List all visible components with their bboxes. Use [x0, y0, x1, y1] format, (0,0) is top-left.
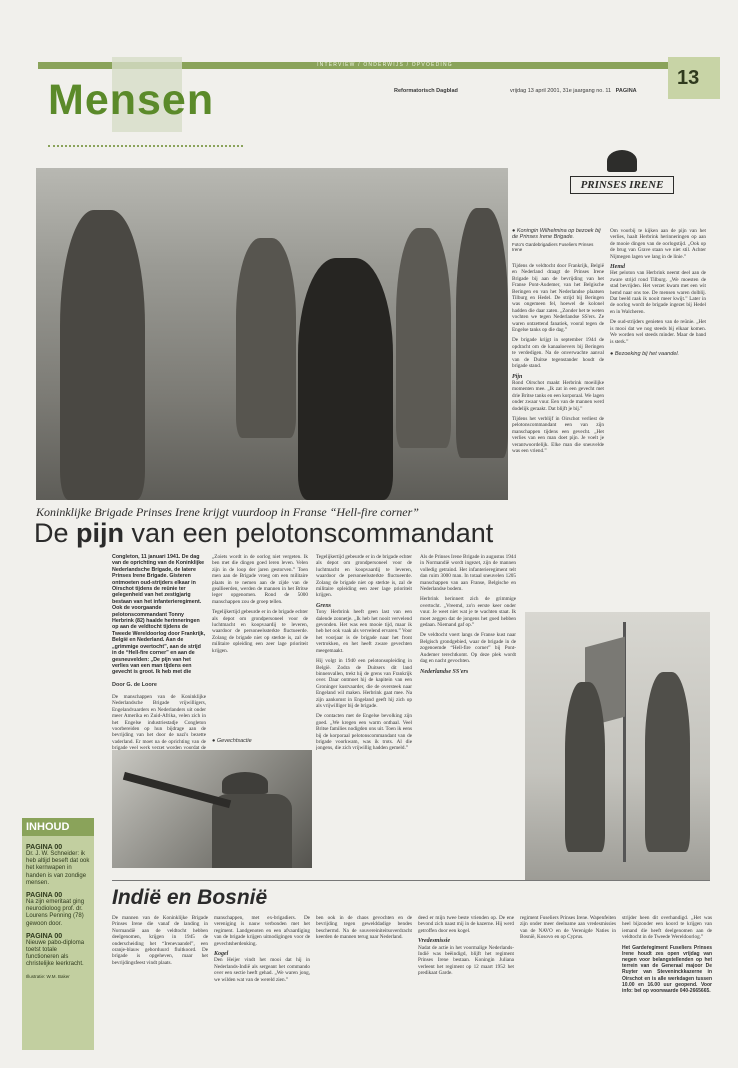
right-photo-caption: ● Bezoeking bij het vaandel.	[610, 350, 680, 357]
mid-photo-caption: ● Gevechtsactie	[212, 738, 252, 744]
article-lead	[112, 554, 206, 674]
second-col-5	[520, 915, 616, 1055]
article-col-r1	[512, 263, 604, 643]
body-3: Tegelijkertijd gebeurde er in de brigade echter als depot om grondpersoneel voor de luchtmacht en koopvaardij te leveren, waardoor de personeelssterkte fluctueerde. Zolang de brigade niet op sterkte is, zal de militaire opleiding een zeer lage prioriteit krijgen.	[212, 609, 308, 654]
article-col-4	[420, 554, 516, 868]
second-body-6: Nadat de actie in het voormalige Nederlands-Indië was beëindigd, blijft het regiment Prinses Irene bestaan. Koningin Juliana verleent het regiment op 12 maart 1952 het predikaat Garde.	[418, 944, 514, 977]
inhoud-text-2: Na zijn emeritaat ging neurodioloog prof. dr. Lourens Penning (78) gewoon door.	[26, 899, 85, 927]
queen-figure	[298, 258, 393, 500]
second-body-2: manschappen, met ex-brigadiers. De vereniging is nauw verbonden met het regiment. Landgenoten en een afvaardiging van de brigade krijgen uitnodigingen voor de gevechtsherdenking.	[214, 915, 310, 947]
body-3b: Tegelijkertijd gebeurde er in de brigade echter als depot om grondpersoneel voor de luchtmacht en koopvaardij te leveren, waardoor de personeelssterkte fluctueerde. Zolang de brigade niet op sterkte is, zal de militaire opleiding een zeer lage prioriteit krijgen.	[316, 554, 412, 599]
inhoud-item-1[interactable]	[26, 844, 90, 887]
lead-text: Congleton, 11 januari 1941. De dag van de oprichting van de Koninklijke Nederlandsche Brigade, de latere Prinses Irene Brigade. Gisteren ontmoeten oud-strijders elkaar in Oirschot tijdens de reünie ter gelegenheid van het zestigjarig bestaan van het infanterieregiment. Ook de voorgaande pelotonscommandant Tonny Herbrink (82) haalde herinneringen op aan de veldtocht tijdens de Tweede Wereldoorlog door Frankrijk, België en Nederland. Aan de „grimmige overtocht”, aan de strijd in de “Hell-fire corner” en aan de gesneuvelden: „De pijn van het verlies van een man tijdens een gevecht is groot. Ik heb met die	[112, 554, 206, 674]
second-body-3: Den Heijer vindt het mooi dat hij in Nederlands-Indië als sergeant het commando over een sectie heeft gehad. „We waren jong, we wilden wat van de wereld zien.”	[214, 957, 310, 983]
second-note: Het Gardeŕegiment Fuseliers Prinses Irene houdt zes open vrijdag van negen voor belangstellenden op het terrein van de Generaal majoor De Ruyter van Steveninckkazerne in Oirschot en is alle werkdagen tussen 10.00 en 16.00 uur geopend. Voor info: bel op voorwaarde 040-2665665.	[622, 944, 712, 995]
inhoud-credit: Illustratie: W.M. Baker	[26, 973, 70, 979]
body-1-a: De manschappen van de Koninklijke Nederlandsche Brigade vrijwilligers, Engelandvaarders en Nederlanders uit onder meer Amerika en Zuid-Afrika, velen zich in het Engelse industriestadje Congleton voorbereiden op hun bijdrage aan de bevrijding van het door de nazi's bezette vaderland. Er moet na de oprichting van de brigade veel werk verzet worden voordat de	[112, 694, 206, 750]
soldier-figure	[236, 238, 296, 438]
body-16: De oud-strijders genieten van de reünie. „Het is mooi dat we nog steeds bij elkaar komen. We worden wel steeds minder. Maar de band is sterk.”	[610, 319, 706, 345]
flag-photo	[525, 612, 710, 880]
second-col-6	[622, 915, 712, 1055]
inhoud-title: INHOUD	[22, 818, 94, 836]
main-photo	[36, 168, 508, 500]
crown-icon	[607, 150, 637, 172]
soldier-figure-2	[396, 228, 451, 448]
second-body-8: strijder heen dit overhandigd. „Het was heel bijzonder een koord te krijgen van iemand die heeft deelgenomen aan de veldtocht in de Tweede Wereldoorlog.”	[622, 915, 712, 941]
article-col-r2	[610, 228, 706, 588]
headline-post: van een pelotonscommandant	[124, 518, 494, 548]
body-8: Herbrink herinnert zich de grimmige overtocht. „Vreemd, zo'n eerste keer onder vuur. Je weet niet wat je te wachten staat. Ik moet zeggen dat de jongens het goed hebben gedaan. Niemand gaf op.”	[420, 596, 516, 629]
article-headline	[34, 518, 594, 549]
right-photo-caption-text: Bezoeking bij het vaandel.	[614, 350, 680, 357]
second-body-7: regiment Fuseliers Prinses Irene. Wapenfeiten zijn onder meer deelname aan vredesmissies van de NAVO en de Verenigde Naties in Bosnië, Kosovo en op Cyprus.	[520, 915, 616, 941]
paper-name: Reformatorisch Dagblad	[394, 88, 458, 94]
second-body-1: De mannen van de Koninklijke Brigade Prinses Irene die vanaf de landing in Normandië aan de veldtocht hebben deelgenomen, krijgen in 1945 de onderscheiding het “Irenevaandel”, een oranje-blauw geborduurd fluitkoord. De brigade is opgeheven, maar het bevrijdingsfeest vindt plaats.	[112, 915, 208, 966]
article-kicker: Koninklijke Brigade Prinses Irene krijgt vuurdoop in Franse “Hell-fire corner”	[36, 505, 419, 519]
second-body-4: ben ook in de chaos gevochten en de bevrijding tegen gewelddadige bendes beschermd. Na de souvereiniteitsoverdracht keerden de mannen terug naar Nederland.	[316, 915, 412, 941]
article-col-2	[212, 554, 308, 739]
byline: Door G. de Loore	[112, 682, 157, 688]
second-article-headline: Indië en Bosnië	[112, 886, 268, 909]
body-15: Het peloton van Herbrink neemt deel aan de zware strijd rond Tilburg. „We moesten de stad bevrijden. Het verzet kwam met een wit hemd naar ons toe. De mensen waren dolblij. Dat beeld raak ik nooit meer kwijt.” Later in de oorlog wordt de brigade ingezet bij Hedel en in Walcheren.	[610, 270, 706, 315]
mid-photo	[112, 750, 312, 868]
caption-text: Koningin Wilhelmina op bezoek bij de Prinses Irene Brigade.	[512, 228, 601, 240]
body-10: Rond Oirschot maakt Herbrink moeilijke momenten mee. „Ik zat in een gevecht met drie Britse tanks en een korporaal. We lagen onder zwaar vuur. Een van de mannen werd dodelijk geraakt. Dat blijft je bij.”	[512, 379, 604, 412]
inhoud-page-1: PAGINA 00	[26, 844, 63, 851]
mid-photo-caption-text: Gevechtsactie	[216, 738, 252, 744]
flag-soldier-left	[565, 682, 605, 852]
subhead-grens: Grens	[316, 602, 332, 609]
date-line	[510, 88, 637, 94]
second-col-3	[316, 915, 412, 1055]
crest-box	[570, 150, 674, 212]
dotted-rule	[48, 145, 243, 147]
inhoud-text-1: Dr. J. W. Schneider: ik heb altijd beseft dat ook het kernwapen in handen is van zondige mensen.	[26, 851, 90, 886]
soldier-figure-3	[456, 208, 508, 458]
second-article-rule	[112, 880, 710, 881]
inhoud-box	[22, 818, 94, 1050]
second-subhead-vredesmissie: Vredesmissie	[418, 938, 451, 945]
inhoud-page-3: PAGINA 00	[26, 932, 63, 940]
section-title: Mensen	[48, 76, 215, 124]
body-9: De veldtocht voert langs de Franse kust naar Belgisch grondgebied, waar de brigade in de zogenoemde “Hell-fire corner” bij Pont-Audemer terechtkomt. Op deze plek wordt dag en nacht gevochten.	[420, 632, 516, 665]
flag-soldier-right	[645, 672, 690, 852]
body-11: Tijdens het verblijf in Oirschot verliest de pelotonscommandant een van zijn manschappen tijdens een gevecht. „Het verlies van een man doet pijn. Je voelt je verantwoordelijk. Elke man die sneuvelde was een vriend.”	[512, 415, 604, 454]
subhead-pijn: Pijn	[512, 373, 523, 380]
page-number: 13	[677, 67, 700, 89]
body-13: Tijdens de veldtocht door Frankrijk, België en Nederland draagt de Prinses Irene Brigade bij aan de bevrijding van het Franse Pont-Audemer, van het Belgische Beringen en van het Nederlandse plaatsen Tilburg en Hedel. De strijd bij Beringen was ongemeen fel, hoewel de kolonel hadden die daar zaten. „Zonder het te weten vochten we tegen Nederlandse SS'ers. Ze waren ontzettend fanatiek, vooral tegen de Engelse tanks op die dag.”	[512, 263, 604, 334]
body-7: Als de Prinses Irene Brigade in augustus 1944 in Normandië wordt ingezet, zijn de mannen volledig getraind. Het infanterieregiment telt dan ruim 3000 man. In totaal sneuvelen 1205 manschappen van aan Franse, Belgische en Nederlandse bodem.	[420, 554, 516, 593]
second-subhead-kogel: Kogel	[214, 951, 229, 958]
headline-bold: pijn	[76, 518, 125, 548]
second-body-5: deed er mijn twee beste vrienden op. De ene bevond zich naast mij in de kazerne. Hij werd getroffen door een kogel.	[418, 915, 514, 934]
crest-text: PRINSES IRENE	[570, 176, 674, 194]
header-band-text: INTERVIEW / ONDERWIJS / OPVOEDING	[317, 62, 453, 68]
article-col-3	[316, 554, 412, 868]
body-12: Om voorbij te kijken aan de pijn van het verlies, haalt Herbrink herinneringen op aan de mooie dingen van de oorlogstijd. „Ook op de brug van Grave staan we niet stil. Achter Nijmegen lagen we lang in de linie.”	[610, 228, 706, 260]
inhoud-item-2[interactable]	[26, 892, 90, 928]
date-text: vrijdag 13 april 2001, 31e jaargang no. 11	[510, 88, 612, 94]
inhoud-item-3[interactable]	[26, 933, 90, 969]
subhead-hemd: Hemd	[610, 264, 625, 271]
caption-credit: Foto's Gardebrigadiers Fuseliers Prinses Irene	[512, 242, 594, 252]
second-col-1	[112, 915, 208, 1055]
article-col-1	[112, 694, 206, 750]
subhead-ssers: Nederlandse SS'ers	[420, 668, 469, 675]
officer-figure-left	[60, 210, 145, 500]
body-4: Tony Herbrink heeft geen last van een dalende zonnetje. „Ik heb het nooit vervelend gevonden. Het was een mooie tijd, maar ik heb het ook vaak als vervelend ervaren.” Voor het voorjaar is de brigade naar het front vertrokken, en het heeft zware gevechten meegemaakt.	[316, 609, 412, 654]
inhoud-page-2: PAGINA 00	[26, 892, 63, 900]
second-col-2	[214, 915, 310, 1055]
gun-shape	[123, 772, 231, 808]
caption-bullet: ●	[512, 228, 517, 234]
body-5: Hij volgt in 1940 een pelotonsopleiding in België. Zodra de Duitsers dit land binnenvallen, trekt hij de grens van Frankrijk over. Daar ontmoet hij de kapitein van een Groninger kustvaarder, die de oversteek naar Engeland wil maken. Herbrink gaat mee. Na zijn aankomst in Engeland geeft hij zich op als vrijwilliger bij de brigade.	[316, 658, 412, 709]
body-2: „Zoiets wordt in de oorlog niet vergeten. Ik ben met die dingen goed leren leven. Velen zijn in de loop der jaren gestorven.” Toen men aan de Brigade vroeg om een militaire plaats in te nemen aan de zijde van de geallieerden, werden de mannen in het Britse leger opgenomen. Rond de 5000 manschappen zou de groep tellen.	[212, 554, 308, 605]
main-photo-caption	[512, 228, 604, 252]
helmet-shape	[222, 772, 268, 794]
second-col-4	[418, 915, 514, 1055]
inhoud-text-3: Nieuwe pabo-diploma toetst totale functioneren als christelijke leerkracht.	[26, 939, 85, 968]
page-label: PAGINA	[615, 88, 637, 94]
headline-pre: De	[34, 518, 77, 548]
body-14: De brigade krijgt in september 1944 de opdracht om de kanaaloevers bij Beringen te verdedigen. Na de onverwachte aanval van de Duitse tegenstander houdt de brigade stand.	[512, 337, 604, 370]
body-6: De contacten met de Engelse bevolking zijn goed. „We kregen een warm onthaal. Veel Britse families nodigden ons uit. Toen ik eens bij de korporaal pelotonscommandant van de brigade voorkwam, was ik trots. Al die jongens, die zich vrijwillig hadden gemeld.”	[316, 713, 412, 752]
